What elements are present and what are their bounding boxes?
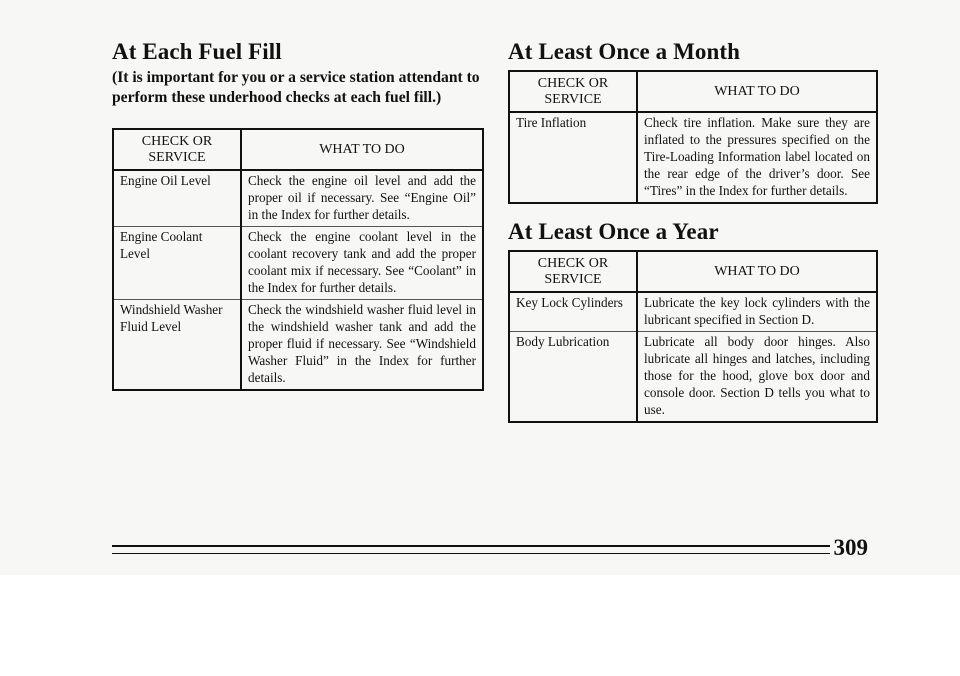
month-heading: At Least Once a Month bbox=[508, 39, 741, 64]
fuel-fill-section bbox=[112, 38, 484, 391]
table-row bbox=[113, 300, 483, 391]
table-row bbox=[113, 170, 483, 227]
check-cell: Windshield Washer Fluid Level bbox=[113, 300, 241, 391]
fuel-fill-subtitle: (It is important for you or a service station attendant to perform these underhood checks at each fuel fill.) bbox=[112, 69, 480, 106]
what-cell: Check the engine oil level and add the proper oil if necessary. See “Engine Oil” in the Index for further details. bbox=[248, 173, 476, 222]
footer-rule bbox=[112, 545, 830, 547]
check-cell: Key Lock Cylinders bbox=[509, 292, 637, 332]
check-cell: Engine Coolant Level bbox=[113, 227, 241, 300]
header-check-or-service: CHECK OR SERVICE bbox=[509, 71, 637, 112]
table-header-row bbox=[509, 251, 877, 292]
what-cell: Check the windshield washer fluid level in the windshield washer tank and add the proper fluid if necessary. See “Windshield Washer Fluid” in the Index for further details. bbox=[241, 300, 483, 391]
check-cell: Engine Oil Level bbox=[113, 170, 241, 227]
table-row bbox=[113, 227, 483, 300]
check-cell: Body Lubrication bbox=[509, 332, 637, 423]
table-row bbox=[509, 112, 877, 203]
header-check-or-service: CHECK OR SERVICE bbox=[509, 251, 637, 292]
page-number: 309 bbox=[833, 535, 868, 560]
what-cell: Lubricate the key lock cylinders with the lubricant specified in Section D. bbox=[644, 295, 870, 327]
footer-rule-thin bbox=[112, 553, 830, 554]
header-what-to-do: WHAT TO DO bbox=[637, 251, 877, 292]
fuel-fill-heading: At Each Fuel Fill bbox=[112, 39, 282, 64]
year-heading: At Least Once a Year bbox=[508, 219, 719, 244]
header-what-to-do: WHAT TO DO bbox=[637, 71, 877, 112]
what-cell: Check tire inflation. Make sure they are inflated to the pressures specified on the Tire-Loading Information label located on the rear edge of the driver’s door. See “Tires” in the Index for further details. bbox=[644, 115, 870, 198]
month-table bbox=[508, 70, 878, 204]
header-check-or-service: CHECK OR SERVICE bbox=[113, 129, 241, 170]
periodic-checks-column bbox=[508, 38, 878, 423]
table-row bbox=[509, 332, 877, 423]
year-table bbox=[508, 250, 878, 423]
what-cell: Check the engine coolant level in the coolant recovery tank and add the proper coolant mix if necessary. See “Coolant” in the Index for further details. bbox=[241, 227, 483, 300]
table-header-row bbox=[509, 71, 877, 112]
check-cell: Tire Inflation bbox=[509, 112, 637, 203]
table-row bbox=[509, 292, 877, 332]
fuel-fill-table bbox=[112, 128, 484, 391]
what-cell: Lubricate all body door hinges. Also lubricate all hinges and latches, including those for the hood, glove box door and console door. Section D tells you what to use. bbox=[637, 332, 877, 423]
table-header-row bbox=[113, 129, 483, 170]
header-what-to-do: WHAT TO DO bbox=[241, 129, 483, 170]
